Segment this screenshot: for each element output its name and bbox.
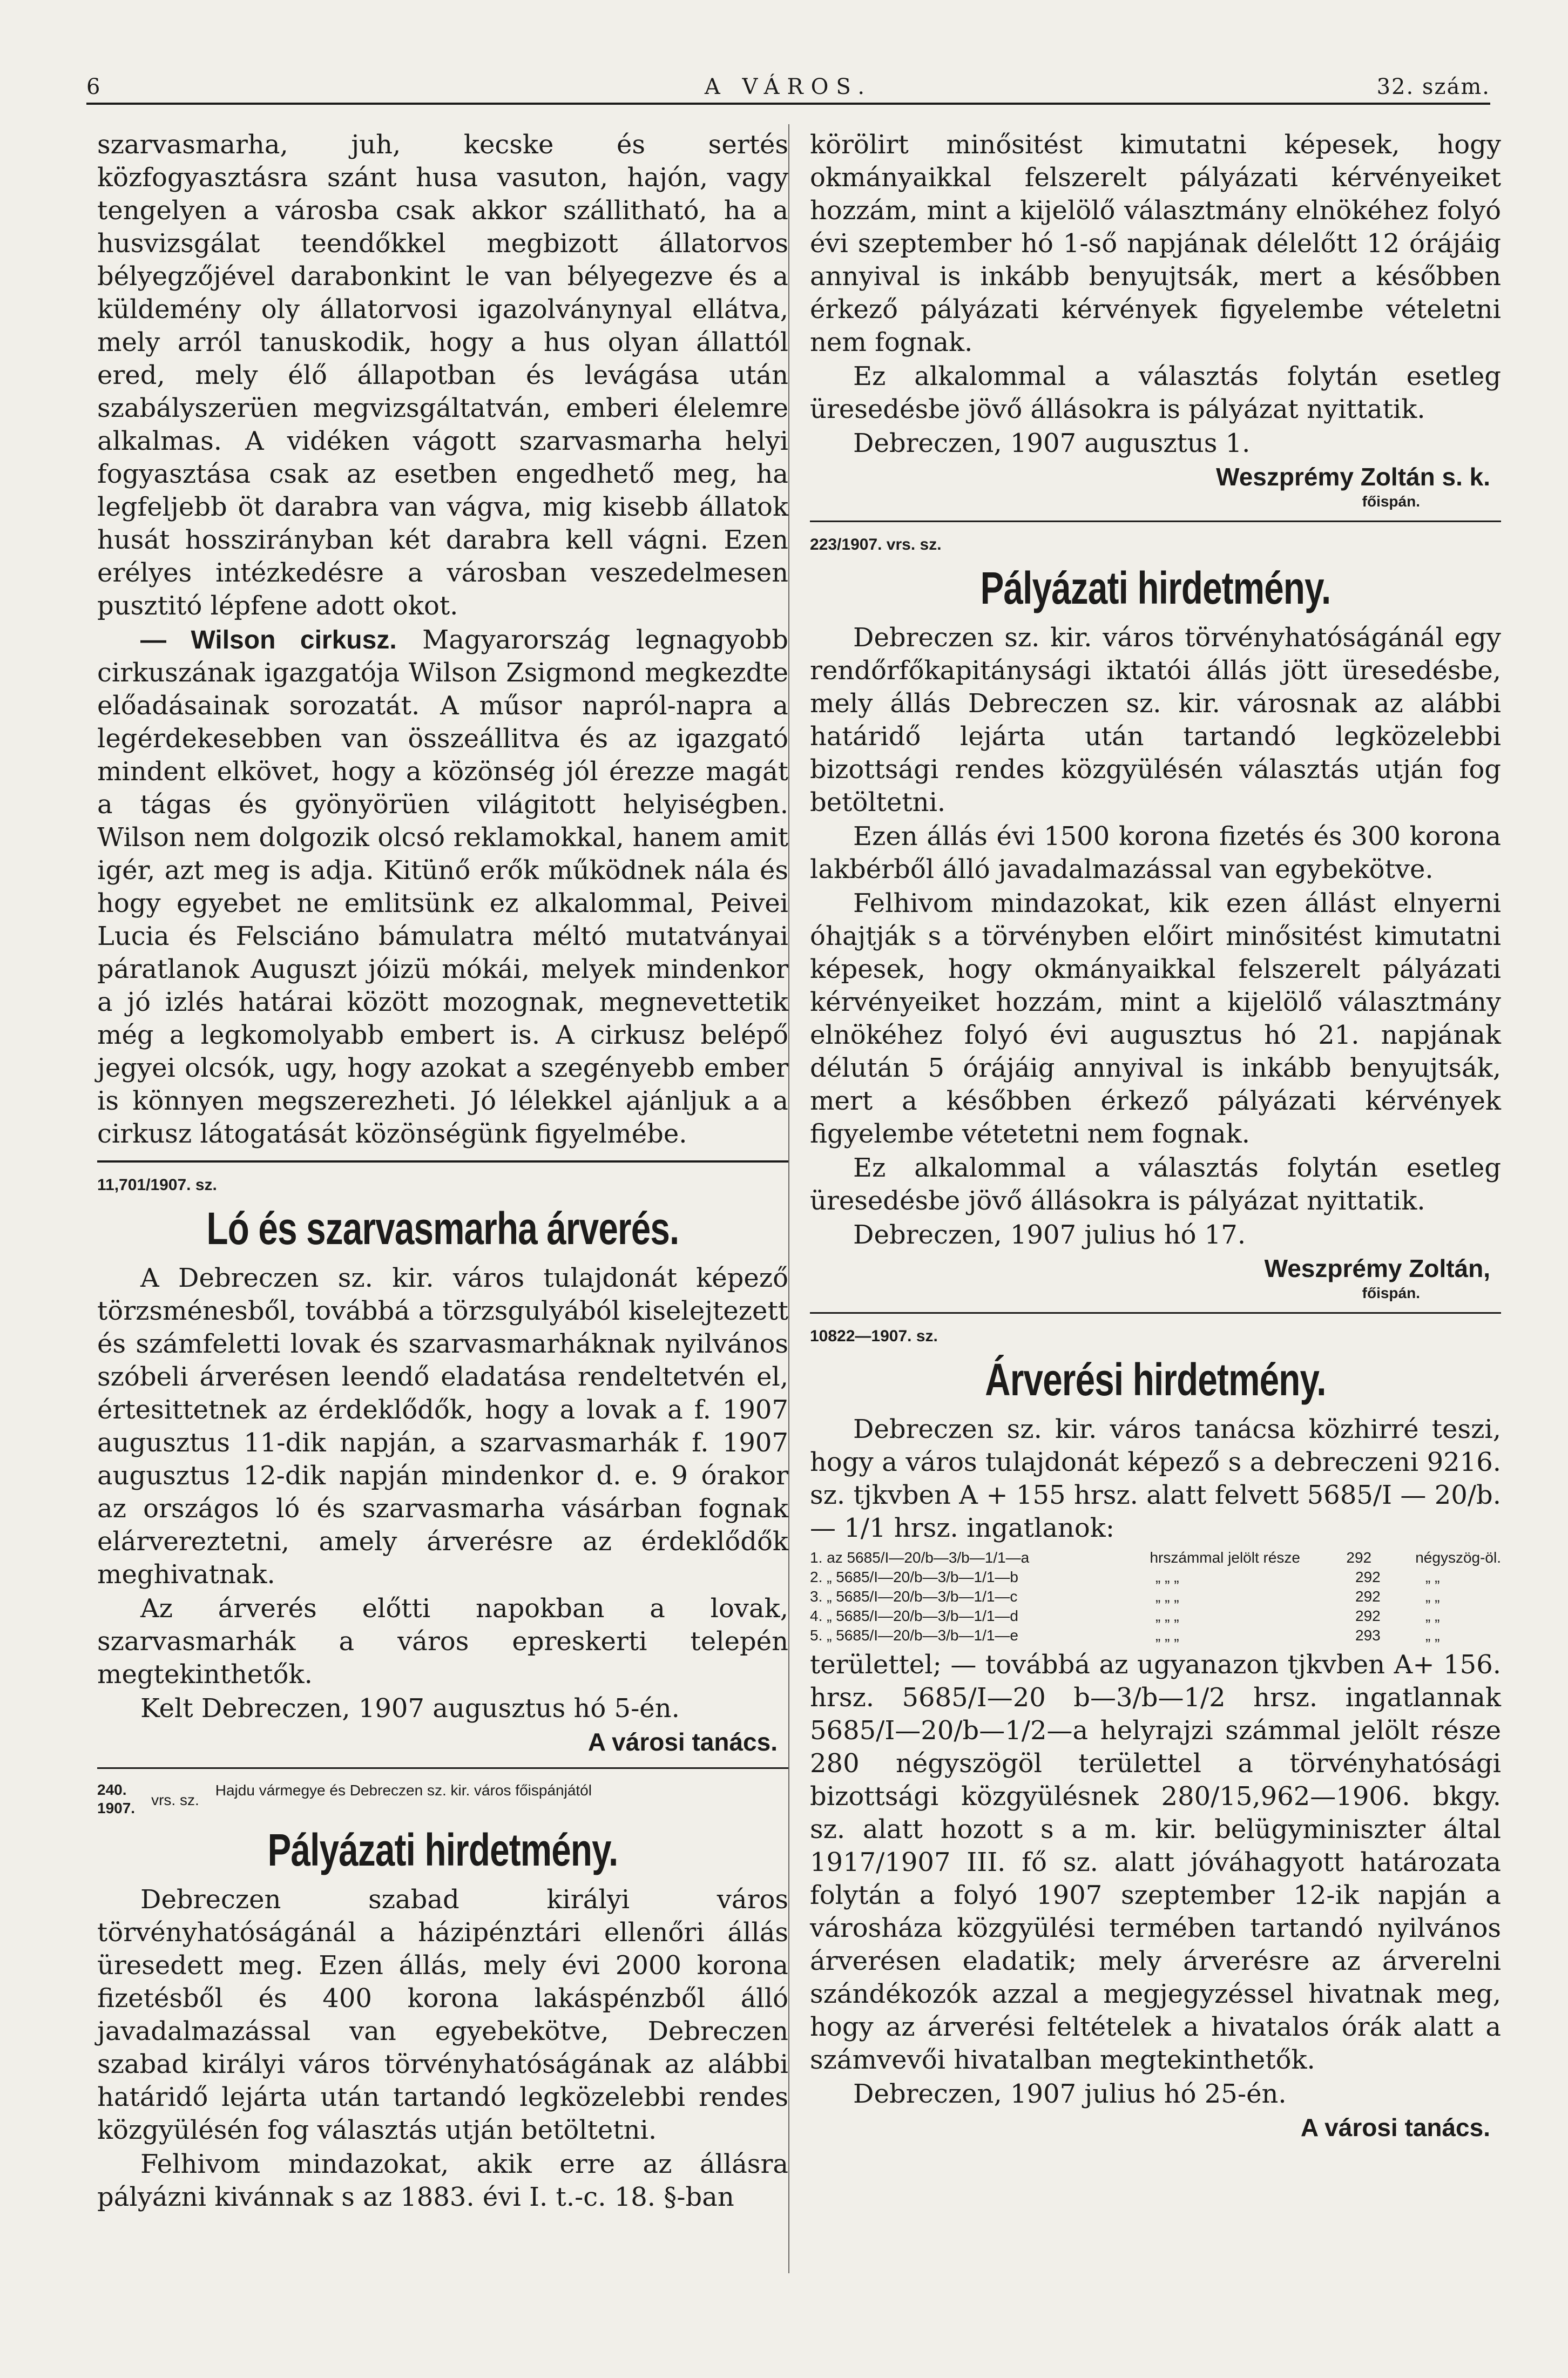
signature: Weszprémy Zoltán,: [1264, 1254, 1490, 1282]
vacancy-paragraph: Debreczen sz. kir. város törvényhatóságánál egy rendőrfőkapitánysági iktatói állás jött üresedésbe, mely állás Debreczen sz. kir. városnak az alábbi határidő lejárta után tartandó legközelebbi bizottsági rendes közgyülésén választás utján fog betöltetni.: [810, 623, 1501, 818]
page-number: 6: [86, 75, 104, 99]
lot-number: 4. „ 5685/I—20/b—3/b—1/1—d: [810, 1607, 1018, 1624]
lot-unit: „ „: [1425, 1569, 1440, 1585]
wilson-circus-text: Magyarország legnagyobb cirkuszának igazgatója Wilson Zsigmond megkezdte előadásainak sorozatát. A műsor napról-napra a legérdekesebben van összeállitva és az igazgató mindent elkövet, hogy a közönség jól érezze magát a tágas és gyönyörüen világitott helyiségben. Wilson nem dolgozik olcsó reklamokkal, hanem amit igér, azt meg is adja. Kitünő erők működnek nála és hogy egyebet ne emlitsünk ez alkalommal, Peivei Lucia és Felsciáno bámulatra méltó mutatványai páratlanok Auguszt jóizü mókái, melyek mindenkor a jó izlés határai között mozognak, megnevettetik még a legkomolyabb embert is. A cirkusz belépő jegyei olcsók, ugy, hogy azokat a szegényebb ember is könnyen megszerezheti. Jó lélekkel ajánljuk a a cirkusz látogatását közönségünk figyelmébe.: [97, 625, 788, 1149]
vacancy-paragraph: Felhivom mindazokat, akik erre az állásra pályázni kivánnak s az 1883. évi I. t.-c. 18. §-ban: [97, 2149, 788, 2212]
announcement-reference: [97, 1781, 788, 1818]
section-rule: [97, 1160, 788, 1163]
publication-title: A VÁROS.: [704, 75, 873, 99]
auction-notice-paragraph: területtel; — továbbá az ugyanazon tjkvben A+ 156. hrsz. 5685/I—20 b—3/b—1/2 hrsz. ingatlannak 5685/I—20/b—1/2—a helyrajzi számmal jelölt része 280 négyszögöl területtel a törvényhatósági bizottsági közgyülésnek 280/15,962—1906. bkgy. sz. alatt hozott s a m. kir. belügyminiszter által 1917/1907 III. fő sz. alatt jóváhagyott határozata folytán a folyó 1907 szeptember 12-ik napján a városháza közgyülési termében tartandó nyilvános árverésen eladatik; mely árverésre az árverelni szándékozók azzal a megjegyzéssel hivatnak meg, hogy az árverési feltételek a hivatalos órák alatt a számvevői hivatalban megtekinthetők.: [810, 1650, 1501, 2075]
meat-inspection-paragraph: szarvasmarha, juh, kecske és sertés közfogyasztásra szánt husa vasuton, hajón, vagy tengelyen a városba csak akkor szállitható, ha a husvizsgálat teendőkkel megbizott állatorvos bélyegzőjével darabonkint le van bélyegezve és a küldemény oly állatorvosi igazolványnyal ellátva, mely arról tanuskodik, hogy a hus olyan állattól ered, mely élő állapotban és levágása után szabályszerüen megvizsgáltatván, emberi élelemre alkalmas. A vidéken vágott szarvasmarha helyi fogyasztása csak az esetben engedhető meg, ha legfeljebb öt darabra van vágva, mig kisebb állatok husát hosszirányban két darabra kell vágni. Ezen erélyes intézkedésre a városban veszedelmesen pusztitó lépfene adott okot.: [97, 130, 788, 621]
vacancy-title: Pályázati hirdetmény.: [267, 1825, 618, 1875]
lot-description: „ „ „: [1155, 1627, 1179, 1644]
auction-date: Kelt Debreczen, 1907 augusztus hó 5-én.: [140, 1693, 680, 1724]
property-lot-row: [810, 1587, 1501, 1606]
lot-description: hrszámmal jelölt része: [1150, 1549, 1300, 1566]
auction-notice-date: Debreczen, 1907 julius hó 25-én.: [853, 2079, 1287, 2109]
lot-number: 5. „ 5685/I—20/b—3/b—1/1—e: [810, 1627, 1018, 1644]
vacancy-paragraph: Ez alkalommal a választás folytán esetleg üresedésbe jövő állásokra is pályázat nyittatik.: [810, 1153, 1501, 1216]
section-rule: [810, 1312, 1501, 1314]
reference-suffix: vrs. sz.: [151, 1792, 199, 1808]
auction-paragraph: A Debreczen sz. kir. város tulajdonát képező törzsménesből, továbbá a törzsgulyából kiselejtezett és számfeletti lovak és szarvasmarháknak nyilvános szóbeli árverésen leendő eladatása rendeltetvén el, értesittetnek az érdeklődők, hogy a lovak a f. 1907 augusztus 11-dik napján, a szarvasmarhák f. 1907 augusztus 12-dik napján mindenkor d. e. 9 órakor az országos ló és szarvasmarha vásárban fognak elárvereztetni, amely árverésre az érdeklődők meghivatnak.: [97, 1263, 788, 1590]
lot-unit: „ „: [1425, 1588, 1440, 1605]
section-rule: [97, 1767, 788, 1769]
vacancy-paragraph: Debreczen szabad királyi város törvényhatóságánál a házipénztári ellenőri állás üresedett meg. Ezen állás, mely évi 2000 korona fizetésből és 400 korona lakáspénzből álló javadalmazással van egyebekötve, Debreczen szabad királyi város törvényhatóságának az alábbi határidő lejárta után tartandó legközelebbi rendes közgyülésén fog választás utján betöltetni.: [97, 1884, 788, 2145]
page-header: [86, 64, 1490, 107]
section-rule: [810, 521, 1501, 522]
property-lot-row: [810, 1568, 1501, 1587]
lot-area: 292: [1355, 1569, 1381, 1585]
lot-area: 292: [1346, 1549, 1372, 1566]
lot-unit: „ „: [1425, 1607, 1440, 1624]
property-lots-list: [810, 1548, 1501, 1645]
property-lot-row: [810, 1626, 1501, 1645]
left-column: [97, 129, 788, 2215]
vacancy-paragraph: Ezen állás évi 1500 korona fizetés és 300 korona lakbérből álló javadalmazással van egybekötve.: [810, 821, 1501, 884]
lot-area: 292: [1355, 1607, 1381, 1624]
signature: Weszprémy Zoltán s. k.: [1216, 463, 1490, 491]
reference-number: 223/1907. vrs. sz.: [810, 536, 942, 553]
vacancy-continuation: körölirt minősitést kimutatni képesek, hogy okmányaikkal felszerelt pályázati kérvényeiket hozzám, mint a kijelölő választmány elnökéhez folyó évi szeptember hó 1-ső napjának délelőtt 12 órájáig annyival is inkább benyujtsák, mert a későbben érkező pályázati kérvények figyelembe vételetni nem fognak.: [810, 130, 1501, 357]
lot-description: „ „ „: [1155, 1569, 1179, 1585]
signature-title: főispán.: [1362, 493, 1420, 510]
property-lot-row: [810, 1606, 1501, 1626]
vacancy-title: Pályázati hirdetmény.: [980, 563, 1331, 613]
wilson-circus-article: [97, 624, 788, 1151]
lot-description: „ „ „: [1155, 1607, 1179, 1624]
wilson-circus-heading: — Wilson cirkusz.: [140, 626, 397, 654]
property-lot-row: [810, 1548, 1501, 1568]
vacancy-paragraph: Ez alkalommal a választás folytán esetleg üresedésbe jövő állásokra is pályázat nyittatik.: [810, 361, 1501, 424]
lot-unit: négyszög-öl.: [1415, 1549, 1501, 1566]
lot-area: 293: [1355, 1627, 1381, 1644]
header-rule: [86, 103, 1490, 105]
lot-area: 292: [1355, 1588, 1381, 1605]
right-column: [810, 129, 1501, 2143]
vacancy-paragraph: Felhivom mindazokat, kik ezen állást elnyerni óhajtják s a törvényben előirt minősitést kimutatni képesek, hogy okmányaikkal felszerelt pályázati kérvényeiket hozzám, mint a kijelölő választmány elnökéhez folyó évi augusztus hó 21. napjának délután 5 órájáig annyival is inkább benyujtsák, mert a későbben érkező pályázati kérvények figyelembe vétetetni nem fognak.: [810, 888, 1501, 1149]
reference-year: 1907.: [97, 1800, 136, 1816]
reference-number: 11,701/1907. sz.: [97, 1176, 217, 1194]
vacancy-date: Debreczen, 1907 julius hó 17.: [853, 1220, 1246, 1250]
auction-paragraph: Az árverés előtti napokban a lovak, szarvasmarhák a város epreskerti telepén megtekinthetők.: [97, 1593, 788, 1690]
lot-unit: „ „: [1425, 1627, 1440, 1644]
signature-title: főispán.: [1362, 1285, 1420, 1301]
lot-number: 2. „ 5685/I—20/b—3/b—1/1—b: [810, 1569, 1018, 1585]
column-divider: [788, 124, 789, 2273]
signature: A városi tanács.: [1300, 2113, 1490, 2141]
lot-number: 3. „ 5685/I—20/b—3/b—1/1—c: [810, 1588, 1018, 1605]
reference-number: 240.: [97, 1781, 127, 1798]
vacancy-date: Debreczen, 1907 augusztus 1.: [853, 428, 1251, 458]
auction-title: Ló és szarvasmarha árverés.: [206, 1203, 679, 1254]
reference-number: 10822—1907. sz.: [810, 1327, 938, 1345]
reference-issuer: Hajdu vármegye és Debreczen sz. kir. város főispánjától: [215, 1782, 592, 1799]
auction-notice-title: Árverési hirdetmény.: [985, 1354, 1326, 1405]
lot-number: 1. az 5685/I—20/b—3/b—1/1—a: [810, 1549, 1030, 1566]
lot-description: „ „ „: [1155, 1588, 1179, 1605]
auction-notice-paragraph: Debreczen sz. kir. város tanácsa közhirré teszi, hogy a város tulajdonát képező s a debreczeni 9216. sz. tjkvben A + 155 hrsz. alatt felvett 5685/I — 20/b. — 1/1 hrsz. ingatlanok:: [810, 1414, 1501, 1543]
signature: A városi tanács.: [587, 1728, 778, 1756]
issue-number: 32. szám.: [1376, 75, 1490, 99]
